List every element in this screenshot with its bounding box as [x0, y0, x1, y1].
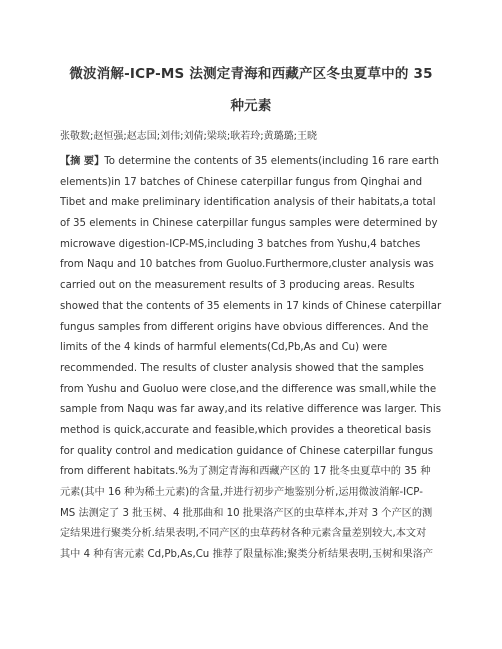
abstract-line: limits of the 4 kinds of harmful elements(Cd,Pb,As and Cu) were — [60, 342, 388, 354]
abstract-line: for quality control and medication guidance of Chinese caterpillar fungus — [60, 445, 434, 457]
abstract-line: recommended. The results of cluster analysis showed that the samples — [60, 362, 424, 374]
abstract-line: MS 法测定了 3 批玉树、4 批那曲和 10 批果洛产区的虫草样本,并对 3 个产区的测 — [60, 507, 433, 519]
abstract-line: Tibet and make preliminary identification analysis of their habitats,a total — [60, 197, 436, 209]
abstract-body — [60, 152, 446, 566]
abstract-line: sample from Naqu was far away,and its relative difference was larger. This — [60, 404, 442, 416]
abstract-line: from different habitats.%为了测定青海和西藏产区的 17 批冬虫夏草中的 35 种 — [60, 466, 431, 478]
abstract-label: 【摘 要】 — [60, 156, 105, 167]
abstract-line: of 35 elements in Chinese caterpillar fungus samples were determined by — [60, 218, 438, 230]
abstract-line: showed that the contents of 35 elements in 17 kinds of Chinese caterpillar — [60, 300, 442, 312]
author-list: 张敬数;赵恒强;赵志国;刘伟;刘倩;梁琰;耿若玲;黄璐璐;王晓 — [60, 131, 317, 142]
abstract-line-text: To determine the contents of 35 elements(including 16 rare earth — [104, 156, 439, 167]
abstract-line: carried out on the measurement results of 3 producing areas. Results — [60, 280, 415, 292]
abstract-line: elements)in 17 batches of Chinese caterpillar fungus from Qinghai and — [60, 176, 423, 188]
abstract-line: method is quick,accurate and feasible,which provides a theoretical basis — [60, 424, 432, 436]
abstract-line: fungus samples from different origins have obvious differences. And the — [60, 321, 429, 333]
document-title-line-2: 种元素 — [230, 98, 272, 114]
abstract-line — [60, 152, 446, 173]
abstract-line: 元素(其中 16 种为稀土元素)的含量,并进行初步产地鉴别分析,运用微波消解-ICP- — [60, 487, 423, 498]
document-title-line-1: 微波消解-ICP-MS 法测定青海和西藏产区冬虫夏草中的 35 — [69, 66, 433, 82]
abstract-line: 其中 4 种有害元素 Cd,Pb,As,Cu 推荐了限量标准;聚类分析结果表明,玉树和果洛产 — [60, 549, 434, 561]
abstract-line: microwave digestion-ICP-MS,including 3 batches from Yushu,4 batches — [60, 238, 421, 250]
abstract-line: from Yushu and Guoluo were close,and the difference was small,while the — [60, 383, 437, 395]
abstract-line: 定结果进行聚类分析.结果表明,不同产区的虫草药材各种元素含量差别较大,本文对 — [60, 528, 427, 540]
abstract-line: from Naqu and 10 batches from Guoluo.Furthermore,cluster analysis was — [60, 259, 434, 271]
